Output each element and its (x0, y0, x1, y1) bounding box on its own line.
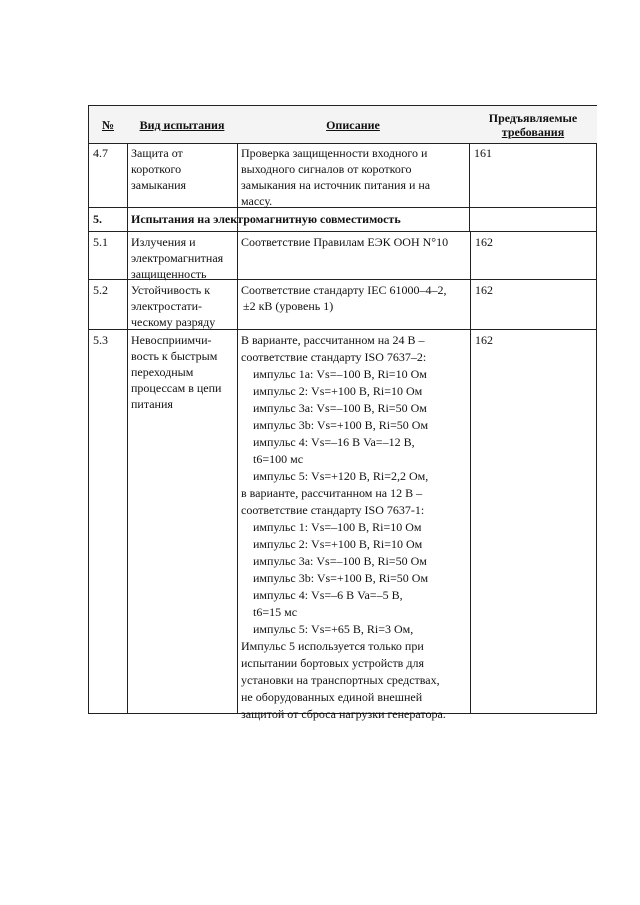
header-requirements: Предъявляемые требования (469, 106, 597, 143)
test-table (88, 105, 597, 721)
row-5-1-requirement: 162 (475, 235, 493, 249)
pulse-12-5: импульс 5: Vs=+65 В, Ri=3 Ом, (253, 622, 414, 636)
row-divider-5 (89, 231, 596, 232)
row-5-2-test: Устойчивость к электростати- ческому разряду (131, 283, 216, 329)
pulse-12-2: импульс 2: Vs=+100 В, Ri=10 Ом (253, 537, 423, 551)
header-test-type: Вид испытания (127, 106, 237, 143)
col-divider-3-bottom (470, 231, 471, 713)
header-num: № (89, 106, 127, 143)
row-5-3-requirement: 162 (475, 333, 493, 347)
row-5-3-num: 5.3 (93, 333, 108, 347)
col-divider-1 (127, 106, 128, 713)
section-5-title: Испытания на электромагнитную совместимость (131, 212, 401, 226)
row-5-2-num: 5.2 (93, 283, 108, 297)
note-line: установки на транспортных средствах, (241, 673, 440, 687)
pulse-12-3a: импульс 3а: Vs=–100 В, Ri=50 Ом (253, 554, 427, 568)
row-5-3-test: Невосприимчи- вость к быстрым переходным процессам в цепи питания (131, 333, 222, 411)
pulse-12-4-t6: t6=15 мс (253, 605, 298, 619)
col-divider-2 (237, 106, 238, 713)
note-line: Импульс 5 используется только при (241, 639, 424, 653)
row-5-2-description: Соответствие стандарту IEC 61000–4–2, ±2 кВ (уровень 1) (241, 283, 447, 313)
pulse-24-3b: импульс 3b: Vs=+100 В, Ri=50 Ом (253, 418, 429, 432)
pulse-12-1: импульс 1: Vs=–100 В, Ri=10 Ом (253, 520, 422, 534)
pulse-12-3b: импульс 3b: Vs=+100 В, Ri=50 Ом (253, 571, 429, 585)
header-divider (89, 143, 596, 144)
row-5-1-description: Соответствие Правилам ЕЭК ООН N°10 (241, 235, 449, 249)
note-line: не оборудованных единой внешней (241, 690, 423, 704)
pulse-24-5: импульс 5: Vs=+120 В, Ri=2,2 Ом, (253, 469, 429, 483)
row-5-3-description: В варианте, рассчитанном на 24 В – соответствие стандарту ISO 7637–2: импульс 1а: Vs=–100 В, Ri=10 Ом импульс 2: Vs=+100 В, Ri=10 Ом импульс 3а: Vs=–100 В, Ri=50 Ом импульс 3b: Vs=+100 В, Ri=50 Ом импульс 4: Vs=–16 В Va=–12 В, t6=100 мс импульс 5: Vs=+120 В, Ri=2,2 Ом, в варианте, рассчитанном на 12 В – соответствие стандарту ISO 7637-1: импульс 1: Vs=–100 В, Ri=10 Ом импульс 2: Vs=+100 В, Ri=10 Ом импульс 3а: Vs=–100 В, Ri=50 Ом импульс 3b: Vs=+100 В, Ri=50 Ом импульс 4: Vs=–6 В Va=–5 В, t6=15 мс импульс 5: Vs=+65 В, Ri=3 Ом, Импульс 5 используется только при испытании бортовых устройств для установки на транспортных средствах, не оборудованных единой внешней защитой от сброса нагрузки генератора. (241, 333, 446, 721)
pulse-12-4: импульс 4: Vs=–6 В Va=–5 В, (253, 588, 403, 602)
row-5-1-test: Излучения и электромагнитная защищенность (131, 235, 224, 281)
note-line: испытании бортовых устройств для (241, 656, 424, 670)
row-5-2-requirement: 162 (475, 283, 493, 297)
note-line: защитой от сброса нагрузки генератора. (241, 707, 446, 721)
pulse-24-4-t6: t6=100 мс (253, 452, 304, 466)
pulse-24-3a: импульс 3а: Vs=–100 В, Ri=50 Ом (253, 401, 427, 415)
row-5-1-num: 5.1 (93, 235, 108, 249)
section-5-num: 5. (93, 212, 102, 226)
pulse-24-2: импульс 2: Vs=+100 В, Ri=10 Ом (253, 384, 423, 398)
header-description: Описание (237, 106, 469, 143)
row-4-7-requirement: 161 (474, 146, 492, 160)
row-4-7-num: 4.7 (93, 146, 108, 160)
pulse-24-4: импульс 4: Vs=–16 В Va=–12 В, (253, 435, 415, 449)
row-4-7-test: Защита от короткого замыкания (131, 146, 187, 192)
row-4-7-description: Проверка защищенности входного и выходного сигналов от короткого замыкания на источник питания и на массу. (241, 146, 431, 208)
pulse-24-1a: импульс 1а: Vs=–100 В, Ri=10 Ом (253, 367, 427, 381)
